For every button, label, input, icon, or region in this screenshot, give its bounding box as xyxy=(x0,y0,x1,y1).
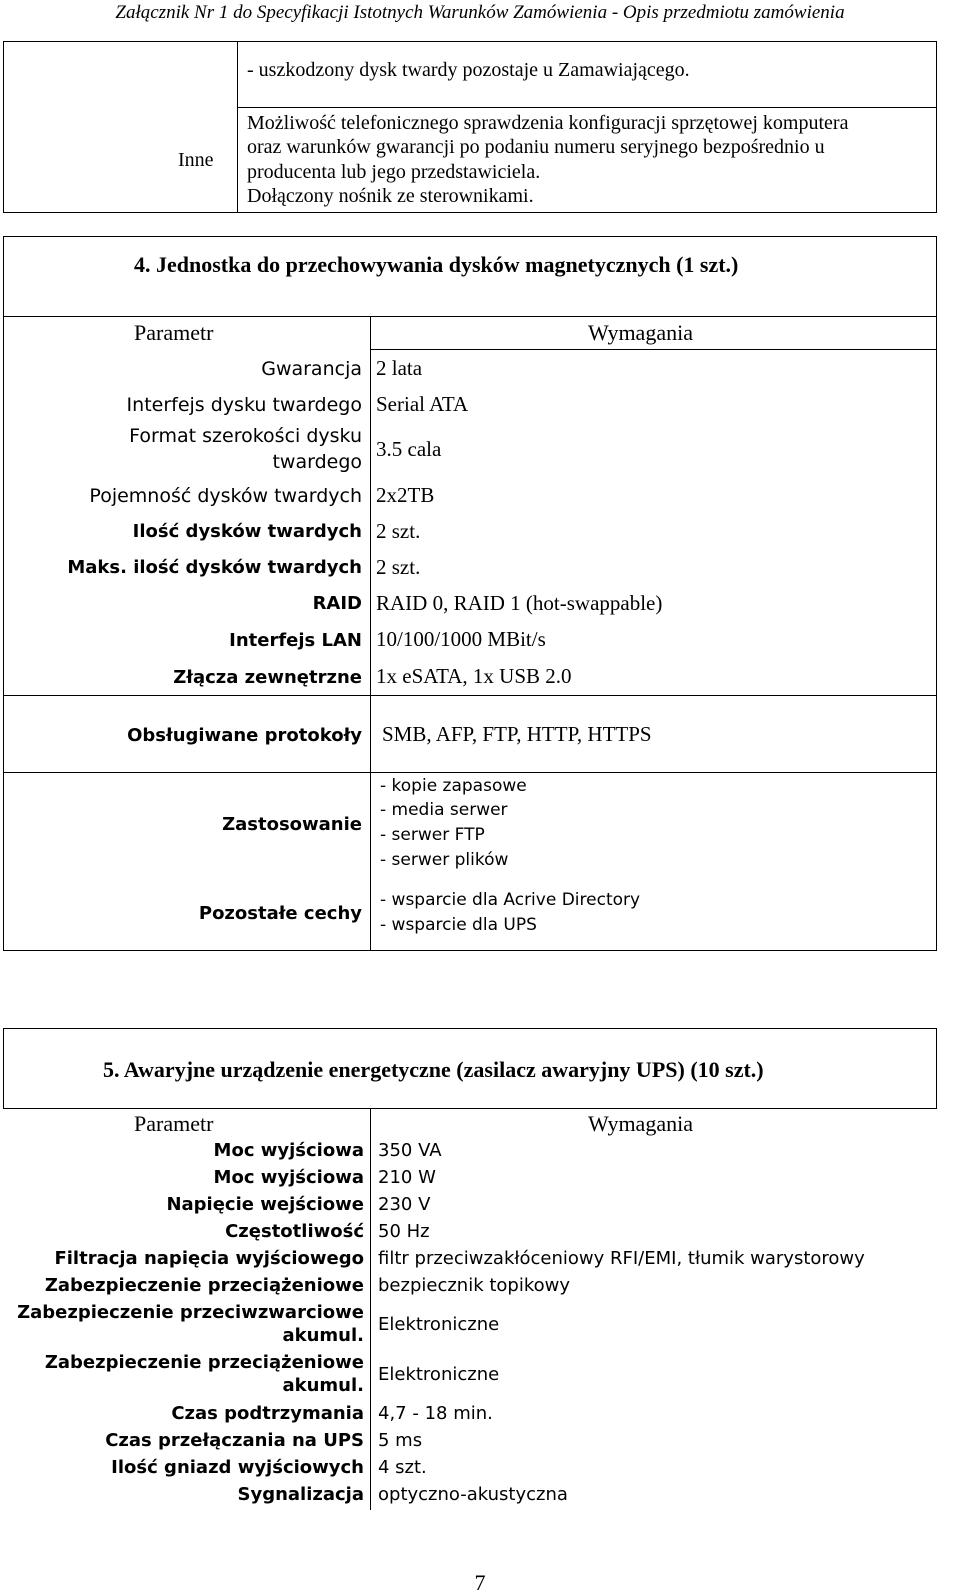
table-border xyxy=(3,1028,4,1109)
param-label: Napięcie wejściowe xyxy=(166,1194,364,1215)
table-border xyxy=(3,950,937,951)
inne-label: Inne xyxy=(178,149,214,171)
param-value: 5 ms xyxy=(378,1430,423,1451)
param-value: 2x2TB xyxy=(376,483,435,507)
param-label: Gwarancja xyxy=(261,358,362,380)
table-border xyxy=(3,1108,937,1109)
param-value: Elektroniczne xyxy=(378,1314,500,1335)
param-value: - serwer plików xyxy=(380,850,509,870)
table-border xyxy=(3,236,4,951)
table-border xyxy=(936,41,937,213)
param-value: optyczno-akustyczna xyxy=(378,1484,568,1505)
param-value: 3.5 cala xyxy=(376,437,442,461)
table-border xyxy=(370,349,937,350)
param-value: 2 szt. xyxy=(376,519,421,543)
param-value: 1x eSATA, 1x USB 2.0 xyxy=(376,664,572,688)
param-label: Maks. ilość dysków twardych xyxy=(67,557,362,578)
table-border xyxy=(370,1108,371,1510)
param-value: 2 szt. xyxy=(376,555,421,579)
param-value: 230 V xyxy=(378,1194,431,1215)
param-label: akumul. xyxy=(282,1325,364,1346)
table-border xyxy=(3,236,937,237)
table-border xyxy=(237,107,937,108)
param-value: Elektroniczne xyxy=(378,1364,500,1385)
param-label: Obsługiwane protokoły xyxy=(127,725,362,746)
param-label: Pozostałe cechy xyxy=(198,903,362,924)
param-label: Zabezpieczenie przeciążeniowe xyxy=(44,1275,364,1296)
param-value: 210 W xyxy=(378,1167,436,1188)
param-label: Filtracja napięcia wyjściowego xyxy=(54,1248,364,1269)
param-label: twardego xyxy=(272,451,362,473)
column-header-param: Parametr xyxy=(134,320,214,345)
param-label: Ilość gniazd wyjściowych xyxy=(111,1457,364,1478)
param-value: bezpiecznik topikowy xyxy=(378,1275,571,1296)
column-header-req: Wymagania xyxy=(588,320,693,345)
param-value: 2 lata xyxy=(376,356,423,380)
section-title: 5. Awaryjne urządzenie energetyczne (zasilacz awaryjny UPS) (10 szt.) xyxy=(103,1057,764,1082)
section-title: 4. Jednostka do przechowywania dysków magnetycznych (1 szt.) xyxy=(134,252,739,277)
param-label: Zastosowanie xyxy=(222,814,362,835)
inne-text-line: Możliwość telefonicznego sprawdzenia konfiguracji sprzętowej komputera xyxy=(247,112,849,134)
param-value: 4,7 - 18 min. xyxy=(378,1403,493,1424)
table-border xyxy=(3,316,937,317)
param-label: RAID xyxy=(312,593,362,614)
inne-text-line: producenta lub jego przedstawiciela. xyxy=(247,161,541,183)
table-border xyxy=(3,41,4,213)
table-border xyxy=(936,1028,937,1109)
param-label: Częstotliwość xyxy=(225,1221,364,1242)
table-border xyxy=(3,772,937,773)
column-header-param: Parametr xyxy=(134,1111,214,1136)
inne-text-line: Dołączony nośnik ze sterownikami. xyxy=(247,185,534,207)
table-border xyxy=(3,695,937,696)
param-label: Moc wyjściowa xyxy=(213,1140,364,1161)
param-value: - kopie zapasowe xyxy=(380,776,527,796)
param-label: Ilość dysków twardych xyxy=(132,521,362,542)
param-label: Pojemność dysków twardych xyxy=(89,485,362,507)
table-border xyxy=(936,236,937,951)
param-value: 4 szt. xyxy=(378,1457,427,1478)
document-header: Załącznik Nr 1 do Specyfikacji Istotnych Warunków Zamówienia - Opis przedmiotu zamówienia xyxy=(115,2,845,23)
inne-text-line: oraz warunków gwarancji po podaniu numeru seryjnego bezpośrednio u xyxy=(247,136,825,158)
param-value: - wsparcie dla Acrive Directory xyxy=(380,890,641,910)
param-value: - wsparcie dla UPS xyxy=(380,915,537,935)
param-label: Zabezpieczenie przeciążeniowe xyxy=(44,1352,364,1373)
param-value: SMB, AFP, FTP, HTTP, HTTPS xyxy=(382,722,652,746)
param-label: Złącza zewnętrzne xyxy=(173,667,362,688)
param-value: 50 Hz xyxy=(378,1221,430,1242)
table-border xyxy=(237,41,238,213)
param-label: Interfejs LAN xyxy=(229,630,362,651)
table-border xyxy=(3,1028,937,1029)
param-label: Zabezpieczenie przeciwzwarciowe xyxy=(17,1302,364,1323)
param-value: 350 VA xyxy=(378,1140,442,1161)
param-value: RAID 0, RAID 1 (hot-swappable) xyxy=(376,591,663,615)
column-header-req: Wymagania xyxy=(588,1111,693,1136)
param-label: Czas przełączania na UPS xyxy=(105,1430,364,1451)
param-value: filtr przeciwzakłóceniowy RFI/EMI, tłumik warystorowy xyxy=(378,1248,865,1269)
table-border xyxy=(3,212,937,213)
warranty-note: - uszkodzony dysk twardy pozostaje u Zamawiającego. xyxy=(247,59,690,81)
param-label: Moc wyjściowa xyxy=(213,1167,364,1188)
param-label: Format szerokości dysku xyxy=(129,425,362,447)
param-label: akumul. xyxy=(282,1375,364,1396)
param-label: Sygnalizacja xyxy=(237,1484,364,1505)
param-value: - media serwer xyxy=(380,800,508,820)
param-label: Interfejs dysku twardego xyxy=(126,394,362,416)
param-value: - serwer FTP xyxy=(380,825,485,845)
table-border xyxy=(370,316,371,951)
param-value: Serial ATA xyxy=(376,392,469,416)
table-border xyxy=(3,41,937,42)
param-value: 10/100/1000 MBit/s xyxy=(376,627,546,651)
param-label: Czas podtrzymania xyxy=(171,1403,364,1424)
page-number: 7 xyxy=(474,1570,486,1595)
